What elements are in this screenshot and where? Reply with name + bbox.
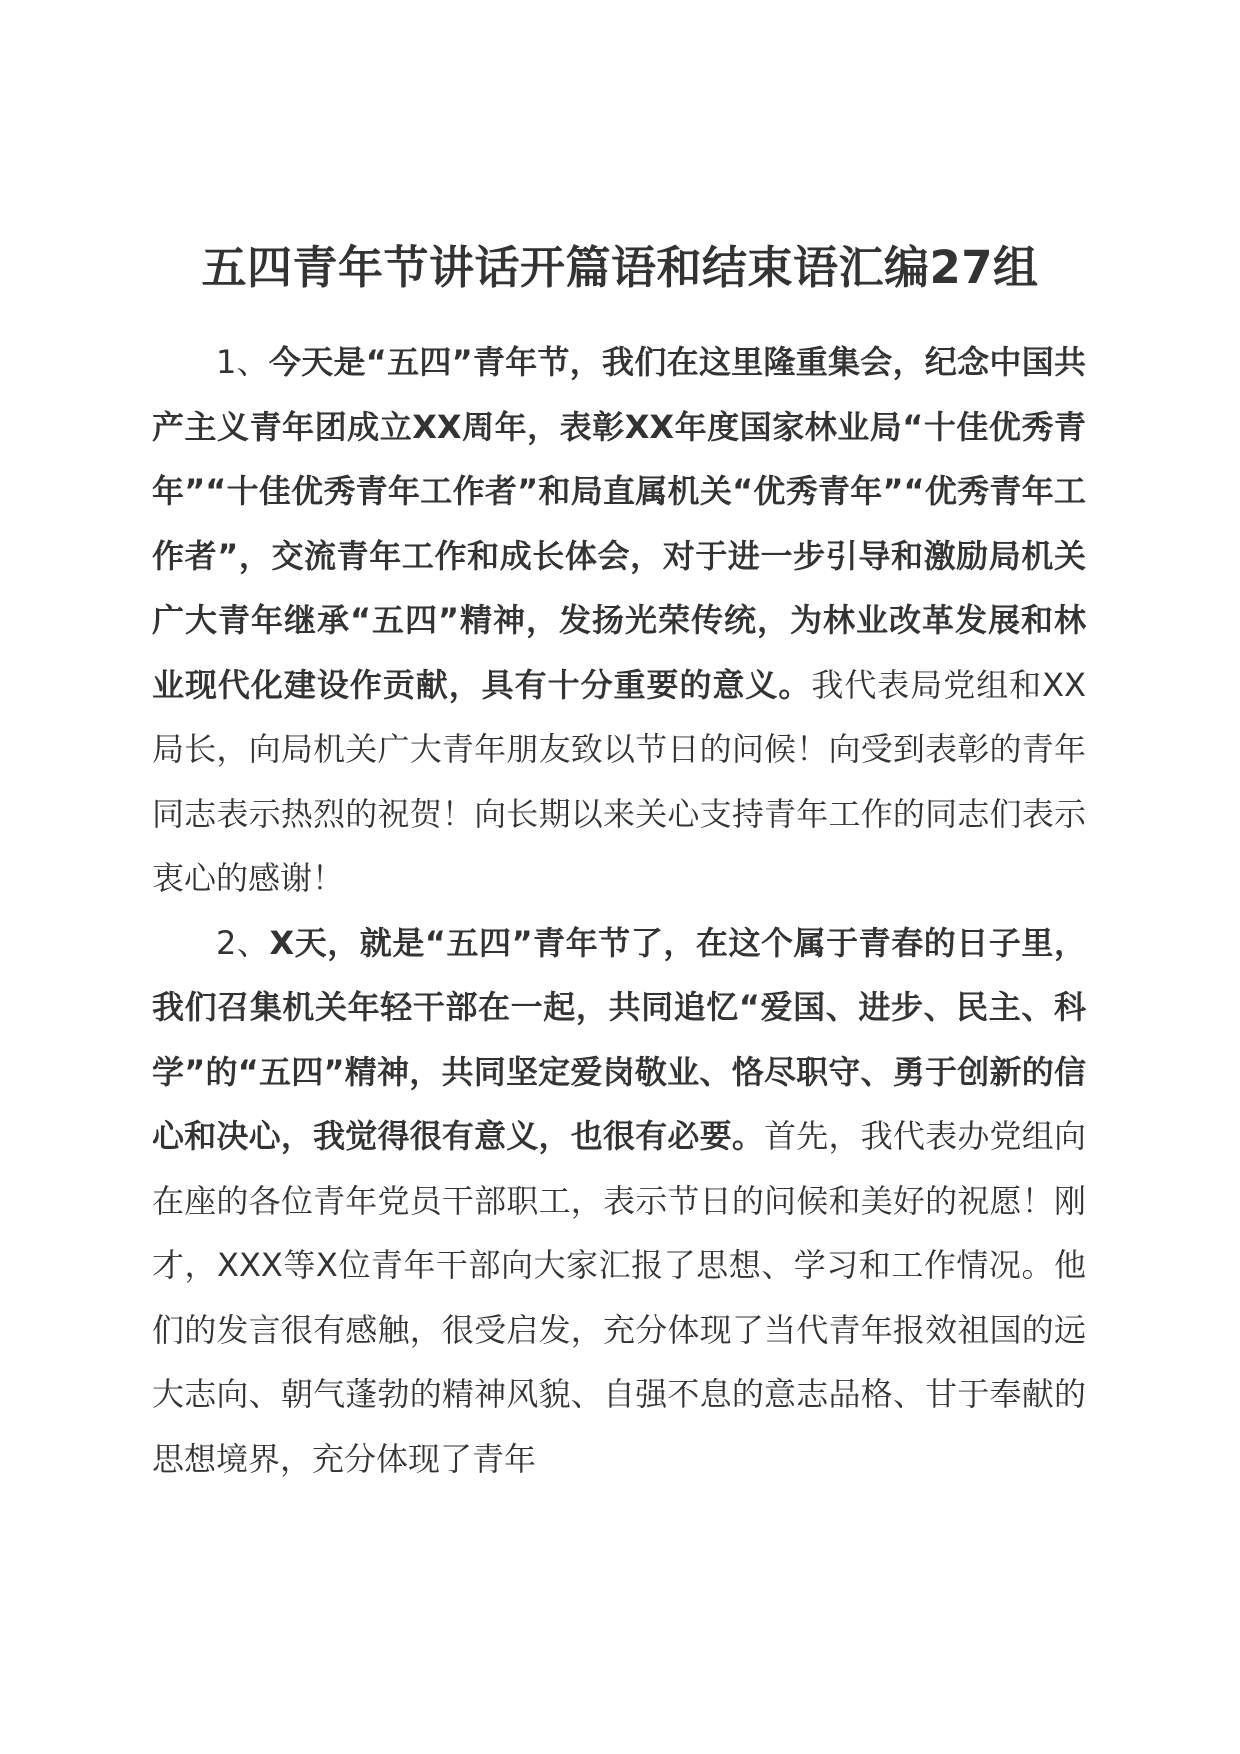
- paragraph-1: [152, 330, 1086, 911]
- paragraph-bold-text: 今天是“五四”青年节，我们在这里隆重集会，纪念中国共产主义青年团成立XX周年，表彰XX年度国家林业局“十佳优秀青年”“十佳优秀青年工作者”和局直属机关“优秀青年”“优秀青年工作者”，交流青年工作和成长体会，对于进一步引导和激励局机关广大青年继承“五四”精神，发扬光荣传统，为林业改革发展和林业现代化建设作贡献，具有十分重要的意义。: [152, 343, 1086, 704]
- paragraph-number: 2、: [216, 923, 270, 962]
- paragraph-bold-text: X天，就是“五四”青年节了，在这个属于青春的日子里，我们召集机关年轻干部在一起，共同追忆“爱国、进步、民主、科学”的“五四”精神，共同坚定爱岗敬业、恪尽职守、勇于创新的信心和决心，我觉得很有意义，也很有必要。: [152, 923, 1086, 1155]
- paragraph-normal-text: 首先，我代表办党组向在座的各位青年党员干部职工，表示节日的问候和美好的祝愿！刚才，XXX等X位青年干部向大家汇报了思想、学习和工作情况。他们的发言很有感触，很受启发，充分体现了当代青年报效祖国的远大志向、朝气蓬勃的精神风貌、自强不息的意志品格、甘于奉献的思想境界，充分体现了青年: [152, 1117, 1086, 1478]
- document-title: 五四青年节讲话开篇语和结束语汇编27组: [201, 241, 1039, 294]
- paragraph-number: 1、: [216, 343, 269, 381]
- paragraph-2: [152, 911, 1086, 1492]
- document-body: [152, 330, 1086, 1491]
- paragraph-normal-text: 我代表局党组和XX局长，向局机关广大青年朋友致以节日的问候！向受到表彰的青年同志表示热烈的祝贺！向长期以来关心支持青年工作的同志们表示衷心的感谢！: [152, 665, 1086, 897]
